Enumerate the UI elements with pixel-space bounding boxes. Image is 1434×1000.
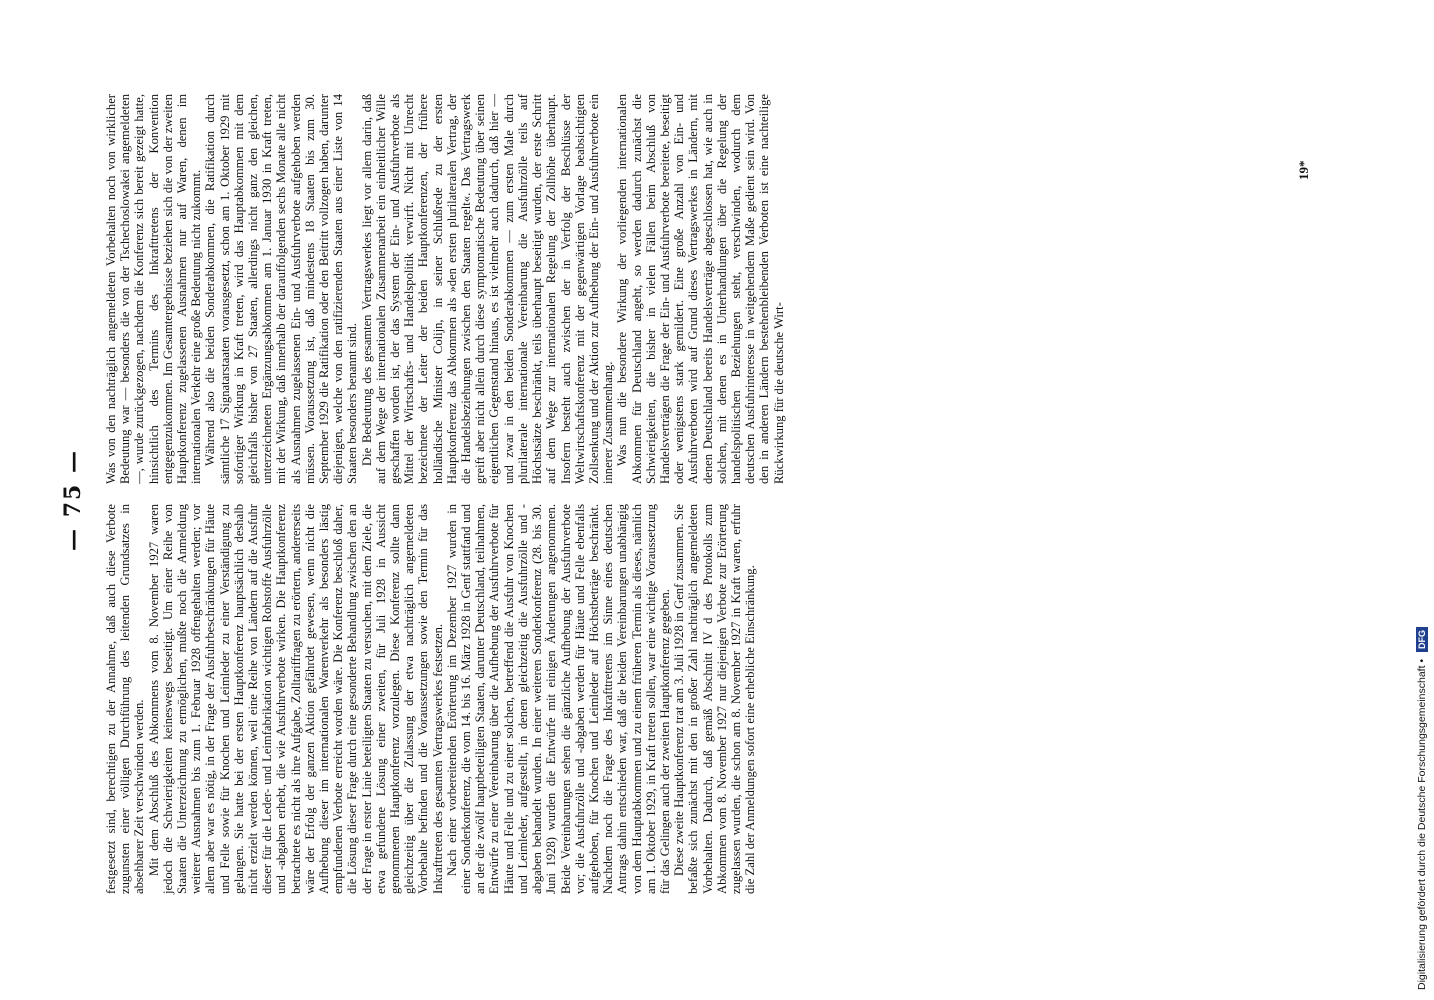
paragraph: Mit dem Abschluß des Abkommens vom 8. November 1927 waren jedoch die Schwierigkeiten keineswegs beseitigt. Um einer Reihe von Staaten die Unterzeichnung zu ermöglichen, mußte noch die Anmeldung weiterer Ausnahmen bis zum 1. Februar 1928 offengehalten werden; vor allem aber war es nötig, in der Frage der Ausfuhrbeschränkungen für Häute und Felle sowie für Knochen und Leimleder zu einer Verständigung zu gelangen. Sie hatte bei der ersten Hauptkonferenz hauptsächlich deshalb nicht erzielt werden können, weil eine Reihe von Ländern auf die Ausfuhr dieser für die Leder- und Leimfabrikation wichtigen Rohstoffe Ausfuhrzölle und -abgaben erhebt, die wie Ausfuhrverbote wirken. Die Hauptkonferenz betrachtete es nicht als ihre Aufgabe, Zolltariffragen zu erörtern, andererseits wäre der Erfolg der ganzen Aktion gefährdet gewesen, wenn nicht die Aufhebung dieser im internationalen Warenverkehr als besonders lästig empfundenen Verbote erreicht worden wäre. Die Konferenz beschloß daher, die Lösung dieser Frage durch eine gesonderte Behandlung zwischen den an der Frage in erster Linie beteiligten Staaten zu versuchen, mit dem Ziele, die etwa gefundene Lösung einer zweiten, für Juli 1928 in Aussicht genommenen Hauptkonferenz vorzulegen. Diese Konferenz sollte dann gleichzeitig über die Zulassung der etwa nachträglich angemeldeten Vorbehalte befinden und die Voraussetzungen sowie den Termin für das Inkrafttreten des gesamten Vertragswerkes festsetzen. [146, 504, 445, 894]
dfg-logo: DFG [1416, 627, 1428, 652]
paragraph: Während also die beiden Sonderabkommen, die Ratifikation durch sämtliche 17 Signatarstaaten vorausgesetzt, schon am 1. Oktober 1929 mit sofortiger Wirkung in Kraft treten, wird das Hauptabkommen mit dem gleichfalls bisher von 27 Staaten, allerdings nicht ganz den gleichen, unterzeichneten Ergänzungsabkommen am 1. Januar 1930 in Kraft treten, mit der Wirkung, daß innerhalb der darauffolgenden sechs Monate alle nicht als Ausnahmen zugelassenen Ein- und Ausfuhrverbote aufgehoben werden müssen. Voraussetzung ist, daß mindestens 18 Staaten bis zum 30. September 1929 die Ratifikation oder den Beitritt vollzogen haben, darunter diejenigen, welche von den ratifizierenden Staaten aus einer Liste von 14 Staaten besonders benannt sind. [203, 94, 360, 484]
page-number: — 75 — [60, 449, 86, 551]
paragraph: Diese zweite Hauptkonferenz trat am 3. Juli 1928 in Genf zusammen. Sie befaßte sich zunächst mit den in großer Zahl nachträglich angemeldeten Vorbehalten. Dadurch, daß gemäß Abschnitt IV d des Protokolls zum Abkommen vom 8. November 1927 nur diejenigen Verbote zur Erörterung zugelassen wurden, die schon am 8. November 1927 in Kraft waren, erfuhr die Zahl der Anmeldungen sofort eine erhebliche Einschränkung. [672, 504, 758, 894]
credit-text: Digitalisierung gefördert durch die Deutsche Forschungsgemeinschaft • [1416, 658, 1428, 990]
paragraph: Was nun die besondere Wirkung der vorliegenden internationalen Abkommen für Deutschland angeht, so werden dadurch zunächst die Schwierigkeiten, die bisher in vielen Fällen beim Abschluß von Handelsverträgen die Frage der Ein- und Ausfuhrverbote bereitete, beseitigt oder wenigstens stark gemildert. Eine große Anzahl von Ein- und Ausfuhrverboten wird auf Grund dieses Vertragswerkes in Ländern, mit denen Deutschland bereits Handelsverträge abgeschlossen hat, wie auch in solchen, mit denen es in Unterhandlungen über die Regelung der handelspolitischen Beziehungen steht, verschwinden, wodurch dem deutschen Ausfuhrinteresse in weitgehendem Maße gedient sein wird. Von den in anderen Ländern bestehenbleibenden Verboten ist eine nachteilige Rückwirkung für die deutsche Wirt- [615, 94, 786, 484]
paragraph: Was von den nachträglich angemeldeten Vorbehalten noch von wirklicher Bedeutung war — besonders die von der Tschechoslowakei angemeldeten —, wurde zurückgezogen, nachdem die Konferenz sich bereit gezeigt hatte, hinsichtlich des Termins des Inkrafttretens der Konvention entgegenzukommen. Im Gesamtergebnisse beziehen sich die von der zweiten Hauptkonferenz zugelassenen Ausnahmen nur auf Waren, denen im internationalen Verkehr eine große Bedeutung nicht zukommt. [104, 94, 204, 484]
credit-text-line [1414, 10, 1430, 990]
right-text-column [104, 94, 786, 484]
digitization-credit [1414, 10, 1430, 990]
paragraph: festgesetzt sind, berechtigen zu der Annahme, daß auch diese Verbote zugunsten einer völligen Durchführung des leitenden Grundsatzes in absehbarer Zeit verschwinden werden. [104, 504, 147, 894]
left-text-column [104, 504, 757, 894]
sheet-signature: 19* [1296, 160, 1311, 180]
paragraph: Nach einer vorbereitenden Erörterung im Dezember 1927 wurden in einer Sonderkonferenz, die vom 14. bis 16. März 1928 in Genf stattfand und an der die zwölf hauptbeteiligten Staaten, darunter Deutschland, teilnahmen, Entwürfe zu einer Vereinbarung über die Aufhebung der Ausfuhrverbote für Häute und Felle und zu einer solchen, betreffend die Ausfuhr von Knochen und Leimleder, aufgestellt, in denen gleichzeitig die Ausfuhrzölle und -abgaben behandelt wurden. In einer weiteren Sonderkonferenz (28. bis 30. Juni 1928) wurden die Entwürfe mit einigen Änderungen angenommen. Beide Vereinbarungen sehen die gänzliche Aufhebung der Ausfuhrverbote vor; die Ausfuhrzölle und -abgaben werden für Häute und Felle ebenfalls aufgehoben, für Knochen und Leimleder auf Höchstbeträge beschränkt. Nachdem noch die Frage des Inkrafttretens im Sinne eines deutschen Antrags dahin entschieden war, daß die beiden Vereinbarungen unabhängig von dem Hauptabkommen und zu einem früheren Termin als dieses, nämlich am 1. Oktober 1929, in Kraft treten sollen, war eine wichtige Voraussetzung für das Gelingen auch der zweiten Hauptkonferenz gegeben. [444, 504, 672, 894]
paragraph: Die Bedeutung des gesamten Vertragswerkes liegt vor allem darin, daß auf dem Wege der internationalen Zusammenarbeit ein einheitlicher Wille geschaffen worden ist, der das System der Ein- und Ausfuhrverbote als Mittel der Wirtschafts- und Handelspolitik verwirft. Nicht mit Unrecht bezeichnete der Leiter der beiden Hauptkonferenzen, der frühere holländische Minister Colijn, in seiner Schlußrede zu der ersten Hauptkonferenz das Abkommen als »den ersten plurilateralen Vertrag, der die Handelsbeziehungen zwischen den Staaten regelt«. Das Vertragswerk greift aber nicht allein durch diese symptomatische Bedeutung über seinen eigentlichen Gegenstand hinaus, es ist vielmehr auch dadurch, daß hier — und zwar in den beiden Sonderabkommen — zum ersten Male durch plurilaterale internationale Vereinbarung die Ausfuhrzölle teils auf Höchstsätze beschränkt, teils überhaupt beseitigt wurden, der erste Schritt auf dem Wege zur internationalen Regelung der Zollhöhe überhaupt. Insofern besteht auch zwischen der in Verfolg der Beschlüsse der Weltwirtschaftskonferenz mit der gegenwärtigen Vorlage beabsichtigten Zollsenkung und der Aktion zur Aufhebung der Ein- und Ausfuhrverbote ein innerer Zusammenhang. [359, 94, 616, 484]
